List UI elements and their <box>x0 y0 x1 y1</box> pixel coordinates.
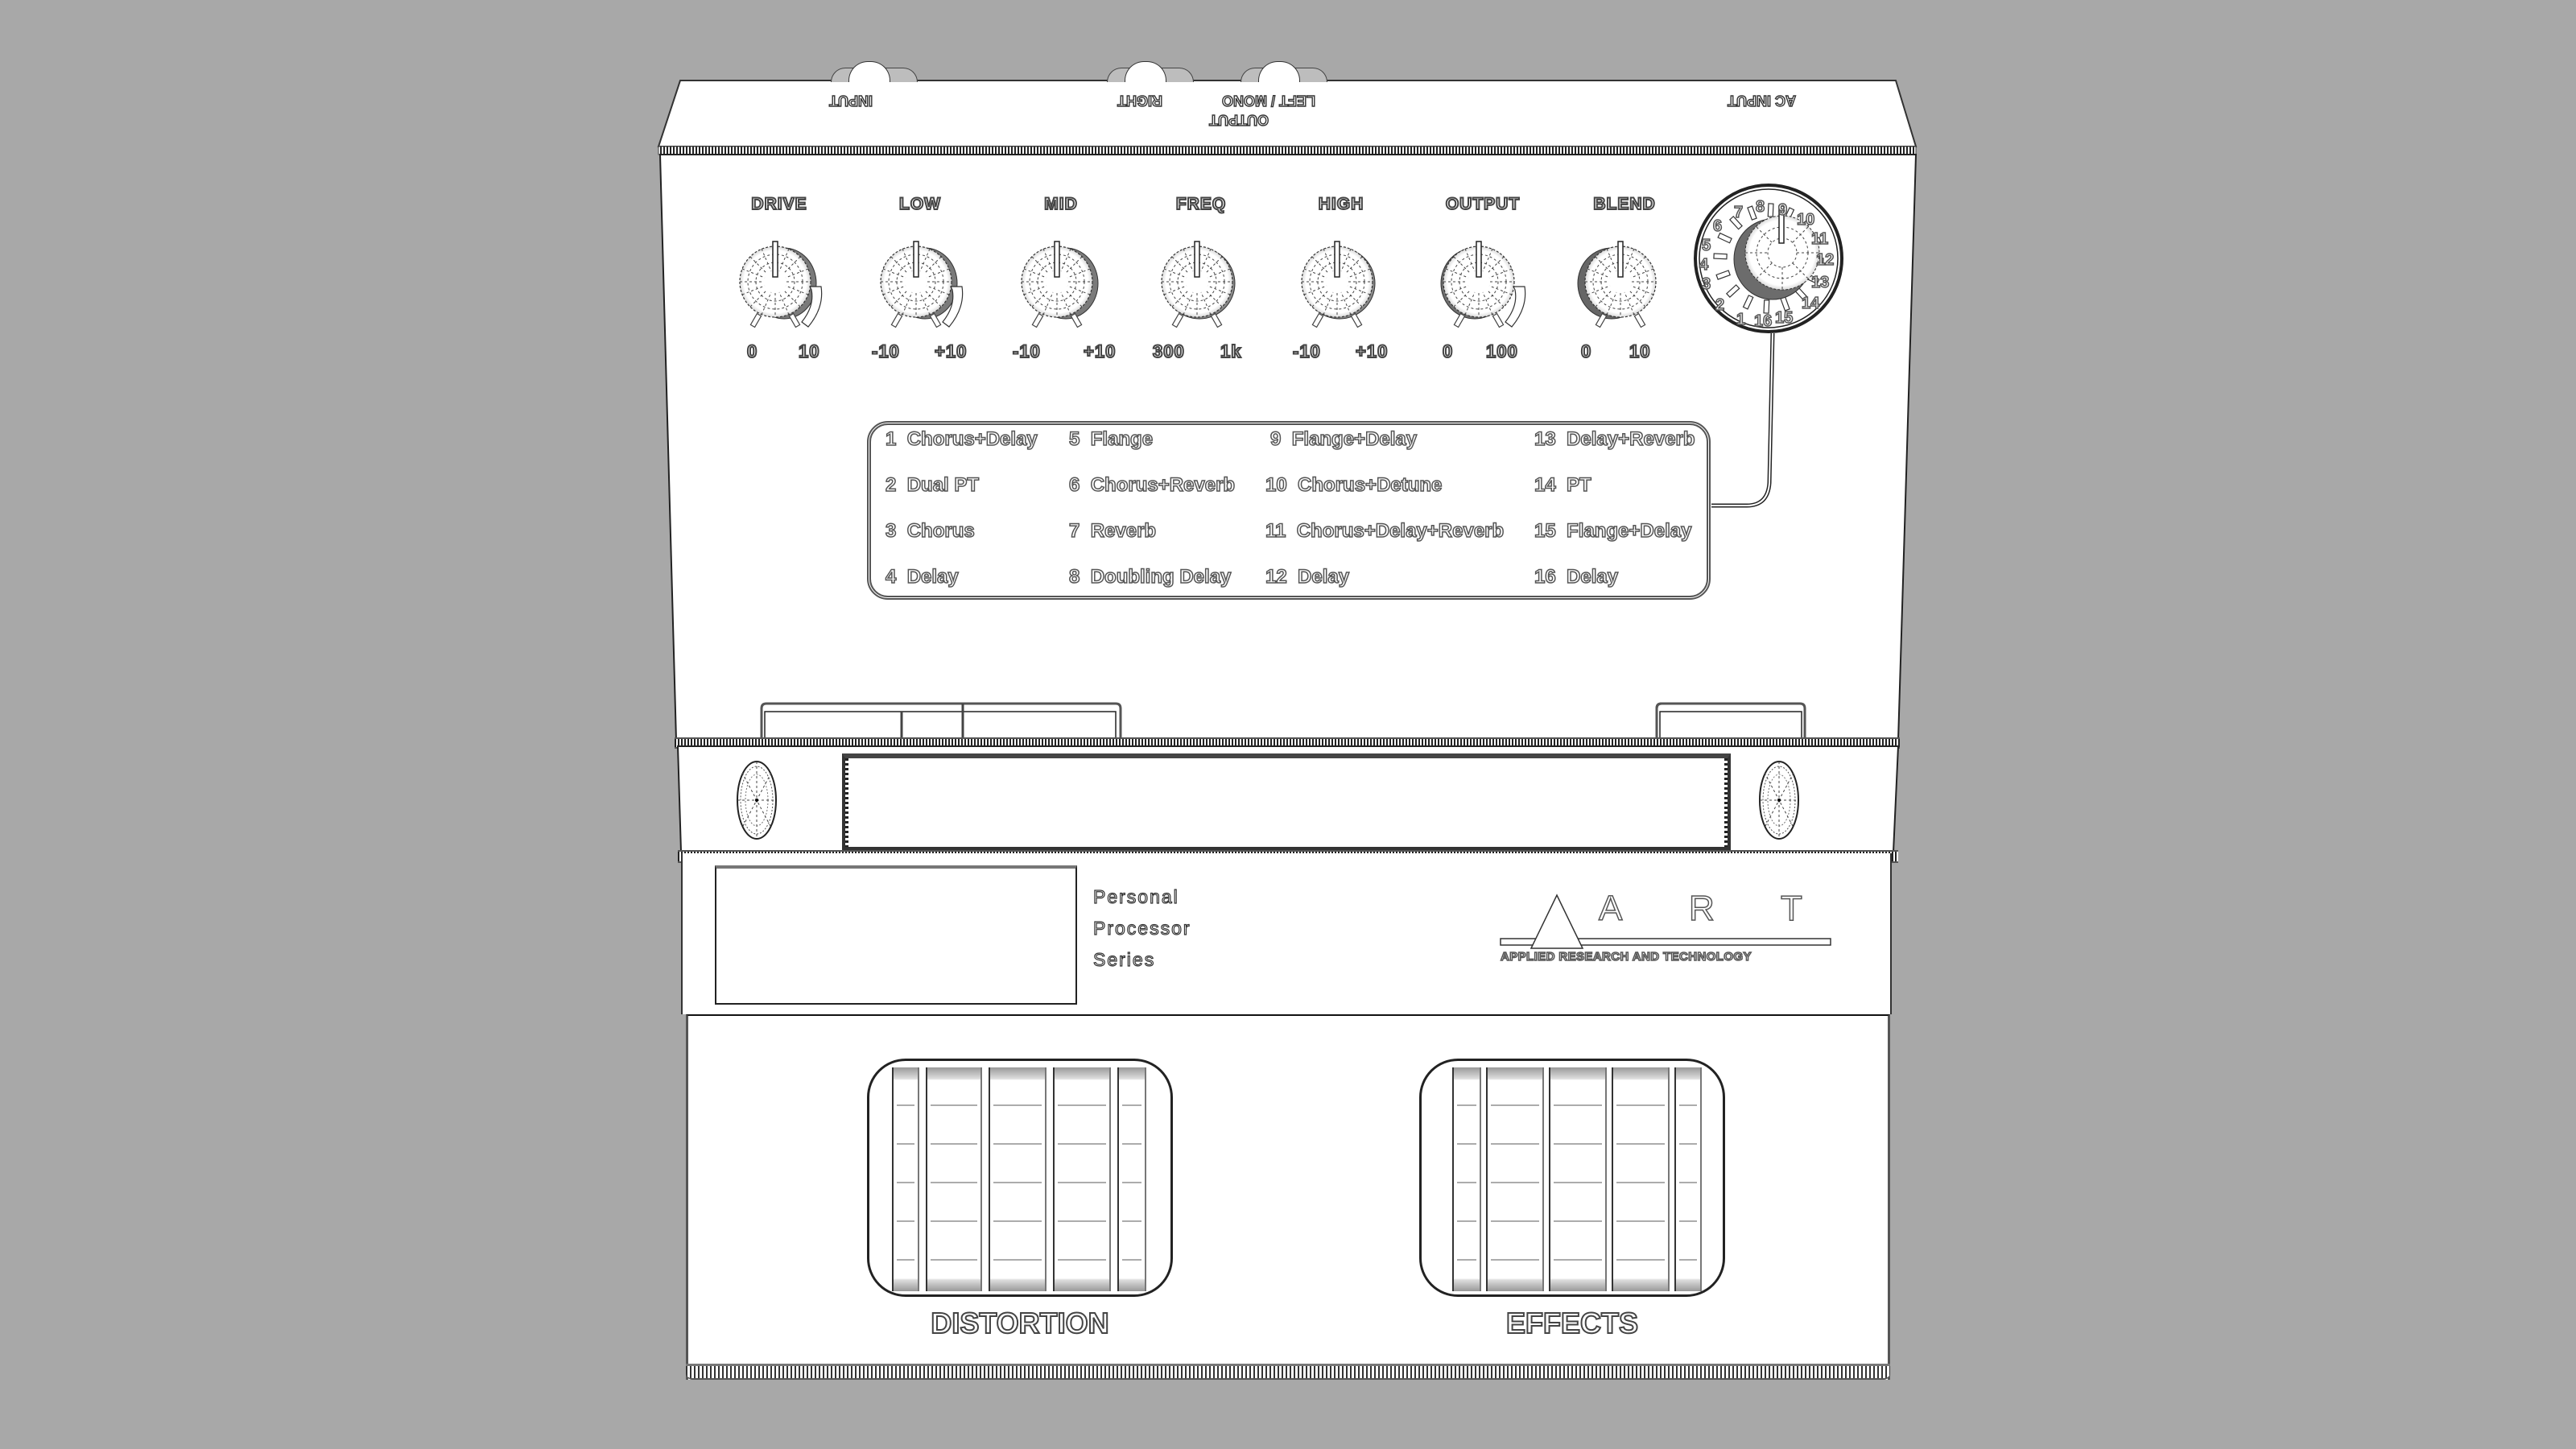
input-jack-label: INPUT <box>829 93 873 109</box>
effect-name: Chorus <box>906 520 975 542</box>
effect-num: 9 <box>1270 428 1282 450</box>
effect-num: 12 <box>1265 566 1287 588</box>
led-left-icon <box>733 760 781 840</box>
series-line-3: Series <box>1093 949 1156 970</box>
effect-name: Chorus+Delay+Reverb <box>1296 520 1505 542</box>
effect-num: 10 <box>1265 474 1287 496</box>
range-min: 0 <box>1581 341 1592 361</box>
selector-pos-5: 5 <box>1702 237 1711 254</box>
knob-label: FREQ <box>1175 195 1227 213</box>
art-logo <box>1499 889 1837 974</box>
series-line-1: Personal <box>1093 886 1179 907</box>
footswitch-distortion[interactable] <box>867 1059 1173 1297</box>
range-min: 0 <box>747 341 758 361</box>
selector-pos-7: 7 <box>1734 204 1744 221</box>
selector-pos-13: 13 <box>1811 274 1830 291</box>
output-right-label: RIGHT <box>1117 93 1162 109</box>
selector-pos-2: 2 <box>1715 296 1725 314</box>
selector-pos-9: 9 <box>1778 201 1788 219</box>
knob-label: BLEND <box>1593 195 1656 213</box>
selector-pos-15: 15 <box>1775 309 1794 327</box>
art-brand-fullname: APPLIED RESEARCH AND TECHNOLOGY <box>1501 950 1752 964</box>
footswitch-rib <box>1674 1067 1702 1291</box>
footswitch-rib <box>1486 1067 1544 1291</box>
footswitch-effects-label: EFFECTS <box>1505 1307 1638 1340</box>
effect-name: Flange+Delay <box>1291 428 1418 450</box>
effect-num: 8 <box>1069 566 1080 588</box>
effect-name: Doubling Delay <box>1090 566 1232 588</box>
footswitch-rib <box>1612 1067 1670 1291</box>
selector-pos-3: 3 <box>1702 275 1711 293</box>
range-min: 0 <box>1443 341 1454 361</box>
ac-input-label: AC INPUT <box>1728 93 1796 109</box>
output-left-mono-label: LEFT / MONO <box>1222 93 1315 109</box>
effect-num: 14 <box>1534 474 1556 496</box>
knob-label: HIGH <box>1318 195 1364 213</box>
effect-name: Chorus+Detune <box>1298 474 1443 496</box>
output-group-label: OUTPUT <box>1209 112 1269 128</box>
art-letter-a: A <box>1599 889 1623 928</box>
led-right-icon <box>1755 760 1803 840</box>
footswitch-rib <box>989 1067 1046 1291</box>
footswitch-rib <box>1053 1067 1111 1291</box>
footswitch-effects[interactable] <box>1419 1059 1725 1297</box>
selector-pos-11: 11 <box>1811 230 1829 248</box>
effect-name: Delay+Reverb <box>1567 428 1695 450</box>
effect-name: Chorus+Reverb <box>1090 474 1236 496</box>
range-max: +10 <box>1356 341 1389 361</box>
effect-num: 7 <box>1069 520 1080 542</box>
footswitch-rib <box>1452 1067 1481 1291</box>
range-max: +10 <box>935 341 968 361</box>
range-max: 100 <box>1486 341 1518 361</box>
footswitch-rib <box>1117 1067 1146 1291</box>
knob-label: OUTPUT <box>1445 195 1521 213</box>
effect-name: Delay <box>906 566 959 588</box>
display-window <box>842 753 1731 850</box>
selector-pos-10: 10 <box>1797 211 1815 229</box>
effect-name: Reverb <box>1090 520 1157 542</box>
selector-pos-8: 8 <box>1756 198 1765 216</box>
effect-num: 5 <box>1069 428 1080 450</box>
range-max: 10 <box>799 341 820 361</box>
effect-num: 1 <box>886 428 897 450</box>
effect-num: 6 <box>1069 474 1080 496</box>
selector-pos-4: 4 <box>1699 256 1709 274</box>
effect-name: Delay <box>1567 566 1619 588</box>
selector-pos-14: 14 <box>1802 295 1820 312</box>
effect-name: PT <box>1567 474 1591 496</box>
effect-name: Dual PT <box>906 474 980 496</box>
range-max: 10 <box>1629 341 1651 361</box>
knob-label: DRIVE <box>751 195 807 213</box>
effect-num: 2 <box>886 474 897 496</box>
effect-num: 15 <box>1534 520 1556 542</box>
range-min: -10 <box>1013 341 1041 361</box>
effect-name: Flange <box>1090 428 1154 450</box>
selector-pos-12: 12 <box>1816 251 1835 269</box>
selector-pos-1: 1 <box>1736 311 1746 328</box>
range-min: -10 <box>1293 341 1321 361</box>
range-min: 300 <box>1153 341 1185 361</box>
range-max: +10 <box>1084 341 1117 361</box>
effect-num: 4 <box>886 566 897 588</box>
footswitch-rib <box>926 1067 982 1291</box>
effect-name: Chorus+Delay <box>906 428 1038 450</box>
art-letter-r: R <box>1689 889 1715 928</box>
effect-num: 3 <box>886 520 897 542</box>
bottom-rim <box>686 1364 1890 1380</box>
range-max: 1k <box>1220 341 1242 361</box>
knob-label: MID <box>1044 195 1078 213</box>
knob-label: LOW <box>899 195 941 213</box>
footswitch-rib <box>1549 1067 1607 1291</box>
effect-num: 16 <box>1534 566 1556 588</box>
effect-num: 11 <box>1265 520 1286 542</box>
selector-pos-16: 16 <box>1754 312 1773 330</box>
series-line-2: Processor <box>1093 918 1191 939</box>
art-letter-t: T <box>1781 889 1802 928</box>
footswitch-rib <box>892 1067 919 1291</box>
label-plate <box>715 865 1077 1005</box>
effect-name: Delay <box>1298 566 1350 588</box>
effect-num: 13 <box>1534 428 1556 450</box>
selector-pos-6: 6 <box>1713 217 1723 235</box>
effect-name: Flange+Delay <box>1567 520 1692 542</box>
footswitch-distortion-label: DISTORTION <box>931 1307 1109 1340</box>
range-min: -10 <box>872 341 900 361</box>
